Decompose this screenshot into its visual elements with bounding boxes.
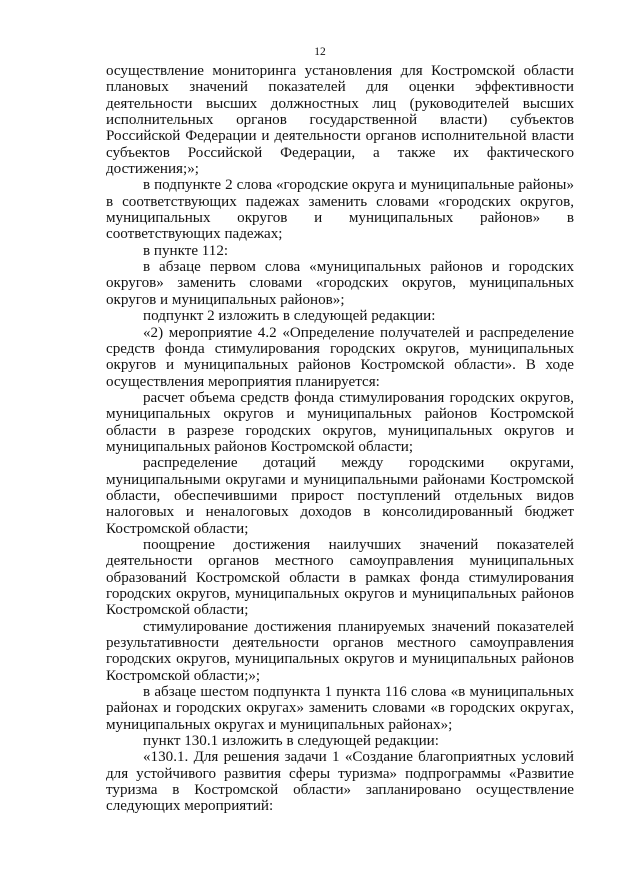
paragraph-distribution: распределение дотаций между городскими округами, муниципальными округами и муниципальными районами Костромской области, обеспечившими прирост поступлений отдельных видов налоговых и неналоговых доходов в консолидированный бюджет Костромской области; bbox=[106, 455, 574, 537]
paragraph-point-112: в пункте 112: bbox=[143, 242, 229, 259]
paragraph-first-abzac: в абзаце первом слова «муниципальных районов и городских округов» заменить словами «городских округов, муниципальных округов и муниципальных районов»; bbox=[106, 259, 574, 308]
paragraph-encouragement: поощрение достижения наилучших значений показателей деятельности органов местного самоуправления муниципальных образований Костромской области в рамках фонда стимулирования городских округов, муниципальных округов и муниципальных районов Костромской области; bbox=[106, 536, 574, 619]
paragraph-subpoint-2: в подпункте 2 слова «городские округа и муниципальные районы» в соответствующих падежах заменить словами «городских округов, муниципальных округов и муниципальных районов» в соответствующих падежах; bbox=[106, 177, 574, 243]
paragraph-subpoint-2-intro: подпункт 2 изложить в следующей редакции: bbox=[143, 308, 436, 325]
paragraph-stimulation: стимулирование достижения планируемых значений показателей результативности деятельности органов местного самоуправления городских округов, муниципальных округов и муниципальных районов Костромской области;»; bbox=[106, 618, 574, 684]
paragraph-continuation: осуществление мониторинга установления для Костромской области плановых значений показателей для оценки эффективности деятельности высших должностных лиц (руководителей высших исполнительных органов государственной власти) субъектов Российской Федерации и деятельности органов исполнительной власти субъектов Российской Федерации, а также их фактического достижения;»; bbox=[106, 63, 574, 178]
paragraph-point-130-1: «130.1. Для решения задачи 1 «Создание благоприятных условий для устойчивого развития сферы туризма» подпрограммы «Развитие туризма в Костромской области» запланировано осуществление следующих мероприятий: bbox=[106, 749, 574, 815]
paragraph-point-116: в абзаце шестом подпункта 1 пункта 116 слова «в муниципальных районах и городских округах» заменить словами «в городских округах, муниципальных округах и муниципальных районах»; bbox=[106, 684, 574, 733]
paragraph-measure-4-2: «2) мероприятие 4.2 «Определение получателей и распределение средств фонда стимулирования городских округов, муниципальных округов и муниципальных районов Костромской области». В ходе осуществления мероприятия планируется: bbox=[106, 324, 574, 390]
page-number: 12 bbox=[314, 46, 326, 58]
paragraph-calculation: расчет объема средств фонда стимулирования городских округов, муниципальных округов и муниципальных районов Костромской области в разрезе городских округов, муниципальных округов и муниципальных районов Костромской области; bbox=[106, 389, 574, 455]
paragraph-point-130-1-intro: пункт 130.1 изложить в следующей редакции: bbox=[143, 733, 439, 750]
document-body bbox=[106, 63, 574, 815]
